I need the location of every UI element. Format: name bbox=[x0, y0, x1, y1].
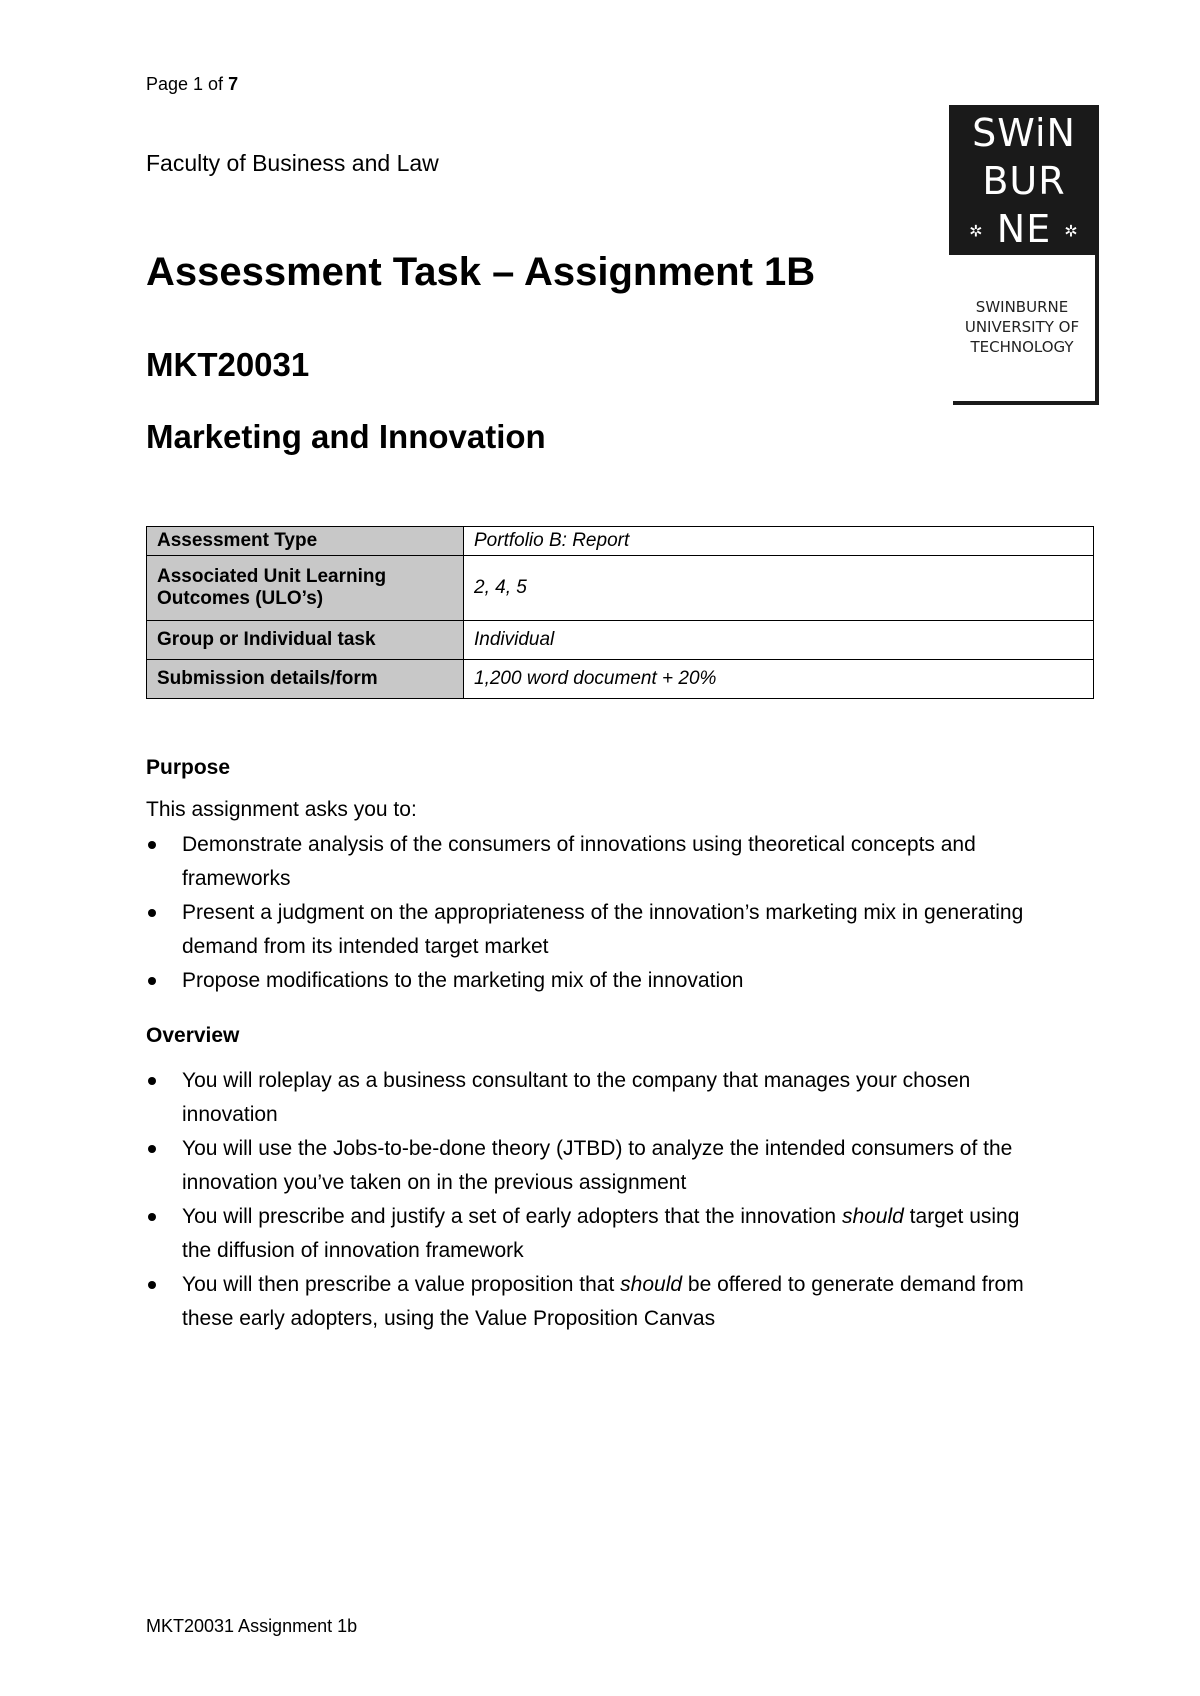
table-label-cell: Associated Unit Learning Outcomes (ULO’s) bbox=[147, 556, 464, 621]
unit-code: MKT20031 bbox=[146, 346, 310, 383]
overview-list bbox=[146, 1064, 1046, 1336]
purpose-list bbox=[146, 828, 1046, 998]
logo-subtitle bbox=[949, 297, 1095, 357]
page-footer: MKT20031 Assignment 1b bbox=[146, 1616, 358, 1636]
table-value-cell: Individual bbox=[464, 621, 1094, 660]
table-label-cell: Group or Individual task bbox=[147, 621, 464, 660]
unit-name: Marketing and Innovation bbox=[146, 418, 546, 455]
overview-heading: Overview bbox=[146, 1024, 240, 1047]
logo-line-3 bbox=[949, 209, 1099, 252]
logo-frame bbox=[953, 401, 1099, 405]
list-item-text: be offered to generate demand from these early adopters, using the Value Proposition Canvas bbox=[182, 1273, 1024, 1330]
logo-subtitle-line: UNIVERSITY OF bbox=[964, 318, 1080, 336]
list-item bbox=[146, 1200, 1046, 1268]
table-row bbox=[147, 621, 1094, 660]
list-item-text: You will then prescribe a value proposition that bbox=[182, 1273, 621, 1296]
logo-subtitle-line: SWINBURNE bbox=[975, 298, 1069, 316]
emphasis-text: should bbox=[620, 1273, 683, 1296]
table-value-cell: 1,200 word document + 20% bbox=[464, 660, 1094, 699]
list-item: Present a judgment on the appropriateness of the innovation’s marketing mix in generating demand from its intended target market bbox=[146, 896, 1046, 964]
faculty-name: Faculty of Business and Law bbox=[146, 150, 439, 176]
table-label-cell: Assessment Type bbox=[147, 527, 464, 556]
list-item: Demonstrate analysis of the consumers of innovations using theoretical concepts and frameworks bbox=[146, 828, 1046, 896]
logo-line-3-text: NE bbox=[996, 207, 1052, 251]
page-number bbox=[146, 74, 238, 95]
logo-frame bbox=[1095, 255, 1099, 405]
page-number-label: Page 1 of bbox=[146, 74, 229, 94]
assessment-info-table bbox=[146, 526, 1094, 699]
university-logo bbox=[949, 105, 1099, 405]
document-title: Assessment Task – Assignment 1B bbox=[146, 250, 816, 294]
table-row bbox=[147, 527, 1094, 556]
page-total: 7 bbox=[228, 74, 239, 94]
emphasis-text: should bbox=[841, 1205, 904, 1228]
logo-line-2: BUR bbox=[982, 159, 1066, 203]
list-item: Propose modifications to the marketing mix of the innovation bbox=[146, 964, 1046, 998]
table-row bbox=[147, 660, 1094, 699]
logo-star-icon: ✲ bbox=[969, 221, 984, 241]
purpose-heading: Purpose bbox=[146, 756, 231, 779]
table-row bbox=[147, 556, 1094, 621]
table-label-cell: Submission details/form bbox=[147, 660, 464, 699]
list-item-text: target using the diffusion of innovation framework bbox=[182, 1205, 1020, 1262]
list-item bbox=[146, 1268, 1046, 1336]
list-item: You will roleplay as a business consultant to the company that manages your chosen innovation bbox=[146, 1064, 1046, 1132]
list-item-text: You will prescribe and justify a set of early adopters that the innovation bbox=[182, 1205, 842, 1228]
logo-block bbox=[949, 105, 1099, 255]
table-value-cell: 2, 4, 5 bbox=[464, 556, 1094, 621]
logo-star-icon: ✲ bbox=[1064, 221, 1079, 241]
purpose-intro: This assignment asks you to: bbox=[146, 798, 417, 821]
table-value-cell: Portfolio B: Report bbox=[464, 527, 1094, 556]
list-item: You will use the Jobs-to-be-done theory (JTBD) to analyze the intended consumers of the innovation you’ve taken on in the previous assignment bbox=[146, 1132, 1046, 1200]
logo-subtitle-line: TECHNOLOGY bbox=[970, 338, 1074, 356]
logo-line-1: SWiN bbox=[972, 111, 1076, 155]
